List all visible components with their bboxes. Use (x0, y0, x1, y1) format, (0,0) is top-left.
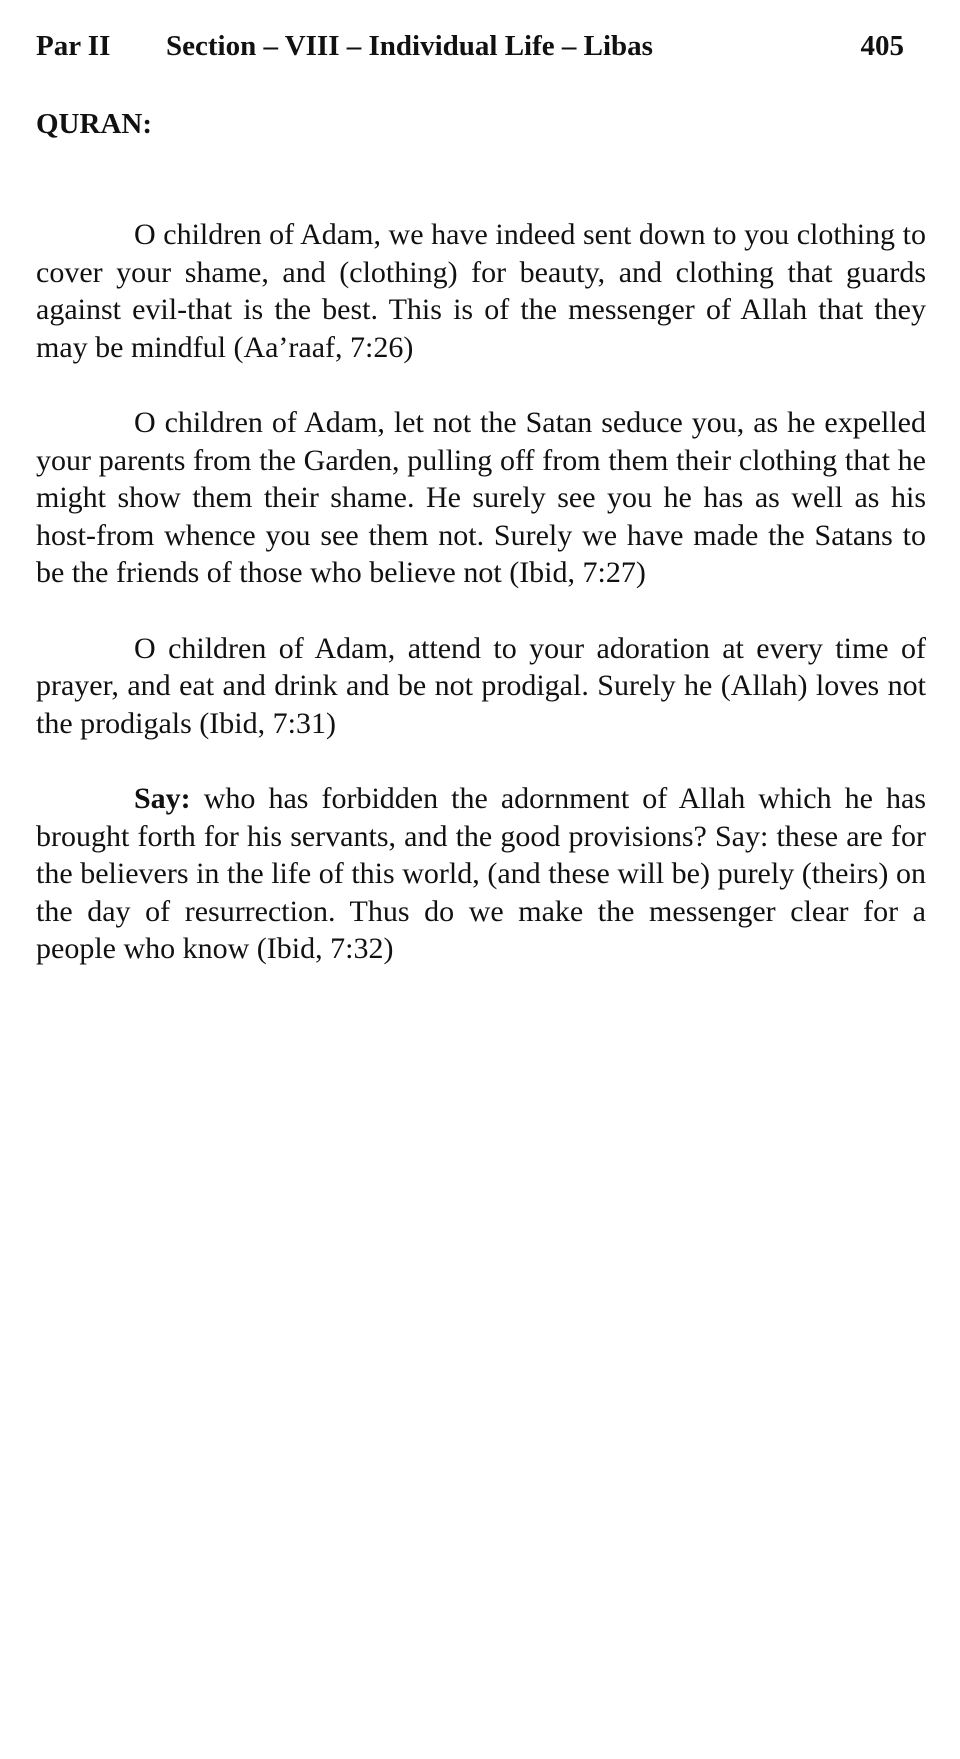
say-label: Say: (134, 782, 191, 815)
document-body (36, 216, 926, 1006)
paragraph: O children of Adam, let not the Satan seduce you, as he expelled your parents from the Garden, pulling off from them their clothing that he might show them their shame. He surely see you he has as well as his host-from whence you see them not. Surely we have made the Satans to be the friends of those who believe not (Ibid, 7:27) (36, 406, 926, 589)
paragraph: O children of Adam, attend to your adoration at every time of prayer, and eat and drink and be not prodigal. Surely he (Allah) loves not the prodigals (Ibid, 7:31) (36, 631, 926, 740)
paragraph: O children of Adam, we have indeed sent down to you clothing to cover your shame, and (clothing) for beauty, and clothing that guards against evil-that is the best. This is of the messenger of Allah that they may be mindful (Aa’raaf, 7:26) (36, 218, 926, 364)
section-title: Section – VIII – Individual Life – Libas (166, 30, 653, 62)
page-number: 405 (860, 30, 904, 62)
paragraph-text: who has forbidden the adornment of Allah which he has brought forth for his servants, and the good provisions? Say: these are for the believers in the life of this world, (and these will be) purely (theirs) on the day of resurrection. Thus do we make the messenger clear for a people who know (Ibid, 7:32) (36, 782, 926, 965)
paragraph (36, 780, 926, 968)
part-label: Par II (36, 30, 111, 62)
page-title: QURAN: (36, 108, 152, 140)
page-header (36, 26, 904, 66)
